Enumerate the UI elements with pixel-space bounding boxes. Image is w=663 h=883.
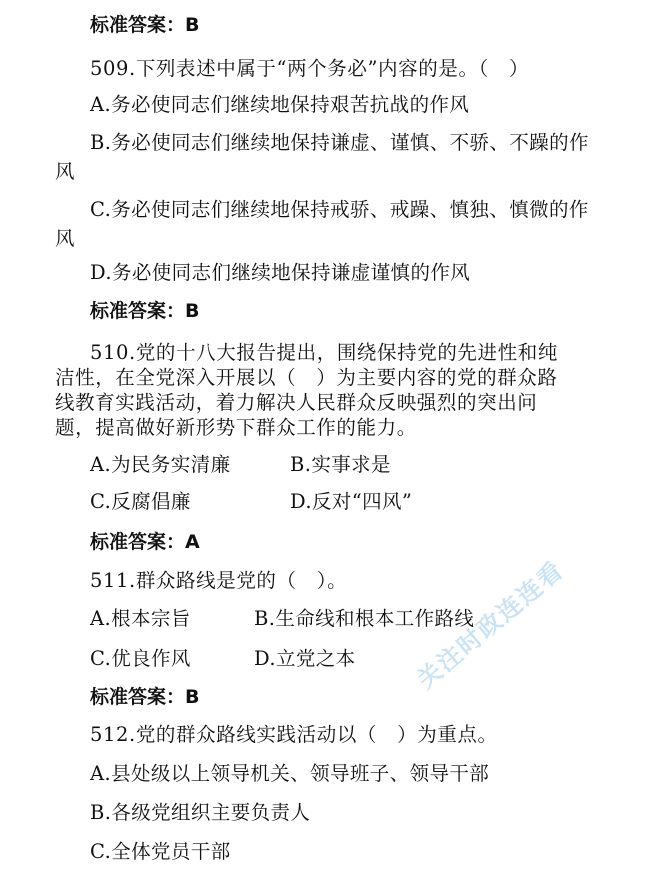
question-510-line2: 洁性，在全党深入开展以（ ）为主要内容的党的群众路 (55, 366, 558, 389)
option-b: B.务必使同志们继续地保持谦虚、谨慎、不骄、不躁的作 (90, 131, 589, 154)
option-c-cont: 风 (55, 227, 75, 250)
option-a: A.根本宗旨 (90, 607, 191, 630)
option-d: D.立党之本 (254, 647, 356, 670)
option-c: C.全体党员干部 (90, 840, 231, 863)
option-a: A.务必使同志们继续地保持艰苦抗战的作风 (90, 93, 470, 116)
option-d: D.务必使同志们继续地保持谦虚谨慎的作风 (90, 261, 471, 284)
question-509: 509.下列表述中属于“两个务必”内容的是。（ ） (90, 57, 530, 80)
option-c: C.务必使同志们继续地保持戒骄、戒躁、慎独、慎微的作 (90, 198, 589, 221)
watermark: 关注时政连连看 (411, 555, 570, 695)
answer-label: 标准答案：B (90, 686, 200, 708)
option-a: A.为民务实清廉 (90, 453, 231, 476)
option-b: B.生命线和根本工作路线 (254, 607, 475, 630)
question-510: 510.党的十八大报告提出，围绕保持党的先进性和纯 (90, 341, 558, 364)
question-510-line3: 线教育实践活动，着力解决人民群众反映强烈的突出问 (55, 391, 538, 414)
answer-label: 标准答案：A (90, 531, 200, 553)
option-a: A.县处级以上领导机关、领导班子、领导干部 (90, 762, 490, 785)
option-c: C.反腐倡廉 (90, 490, 191, 513)
question-510-line4: 题，提高做好新形势下群众工作的能力。 (55, 416, 417, 439)
option-d: D.反对“四风” (290, 490, 413, 513)
question-512: 512.党的群众路线实践活动以（ ）为重点。 (90, 723, 498, 746)
option-b: B.实事求是 (290, 453, 391, 476)
option-b: B.各级党组织主要负责人 (90, 801, 311, 824)
question-511: 511.群众路线是党的（ ）。 (90, 569, 348, 592)
answer-label: 标准答案：B (90, 14, 200, 36)
answer-label: 标准答案：B (90, 300, 200, 322)
option-b-cont: 风 (55, 160, 75, 183)
option-c: C.优良作风 (90, 647, 191, 670)
